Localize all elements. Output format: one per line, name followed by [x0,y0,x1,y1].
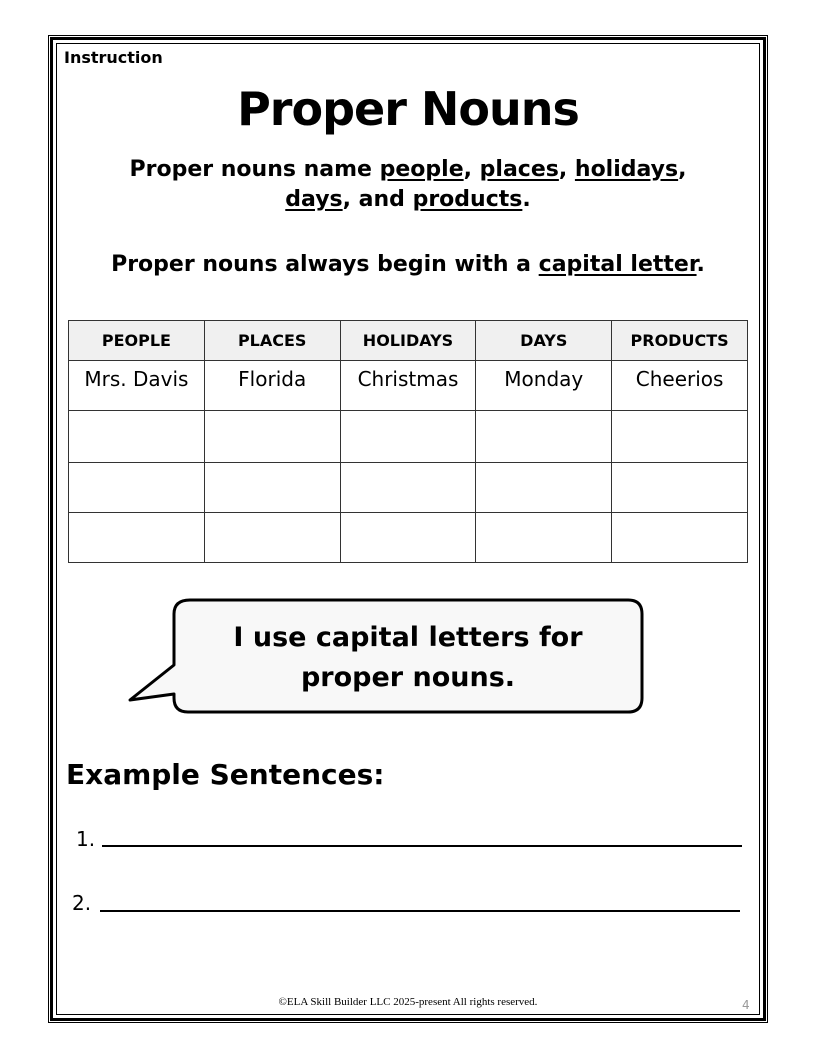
sentence-line-2[interactable] [100,910,740,912]
intro-text: Proper nouns name people, places, holidays, days, and products. [129,157,687,212]
speech-bubble-text: I use capital letters for proper nouns. [233,622,583,693]
empty-cell[interactable] [612,463,748,513]
empty-cell[interactable] [69,411,205,463]
examples-heading: Example Sentences: [66,758,385,791]
table-row [69,361,748,411]
empty-cell[interactable] [476,411,612,463]
empty-cell[interactable] [204,463,340,513]
section-label: Instruction [64,48,163,67]
copyright-footer: ©ELA Skill Builder LLC 2025-present All rights reserved. [278,996,538,1008]
table-row [69,463,748,513]
table-header-row [69,321,748,361]
cell: Florida [204,361,340,411]
cell: Monday [476,361,612,411]
empty-cell[interactable] [612,411,748,463]
header-days: DAYS [476,321,612,361]
sentence-line-1[interactable] [102,845,742,847]
page-title: Proper Nouns [237,82,579,136]
table-row [69,513,748,563]
cell: Mrs. Davis [69,361,205,411]
empty-cell[interactable] [69,463,205,513]
header-places: PLACES [204,321,340,361]
header-people: PEOPLE [69,321,205,361]
page-number: 4 [742,998,750,1012]
empty-cell[interactable] [476,463,612,513]
proper-nouns-table [68,320,748,563]
sentence-number-2: 2. [72,891,92,915]
header-products: PRODUCTS [612,321,748,361]
empty-cell[interactable] [340,513,476,563]
cell: Cheerios [612,361,748,411]
sentence-number-1: 1. [76,827,96,851]
empty-cell[interactable] [204,513,340,563]
cell: Christmas [340,361,476,411]
empty-cell[interactable] [476,513,612,563]
empty-cell[interactable] [204,411,340,463]
table-row [69,411,748,463]
empty-cell[interactable] [69,513,205,563]
header-holidays: HOLIDAYS [340,321,476,361]
empty-cell[interactable] [340,411,476,463]
empty-cell[interactable] [612,513,748,563]
rule-text: Proper nouns always begin with a capital letter. [111,252,705,277]
empty-cell[interactable] [340,463,476,513]
